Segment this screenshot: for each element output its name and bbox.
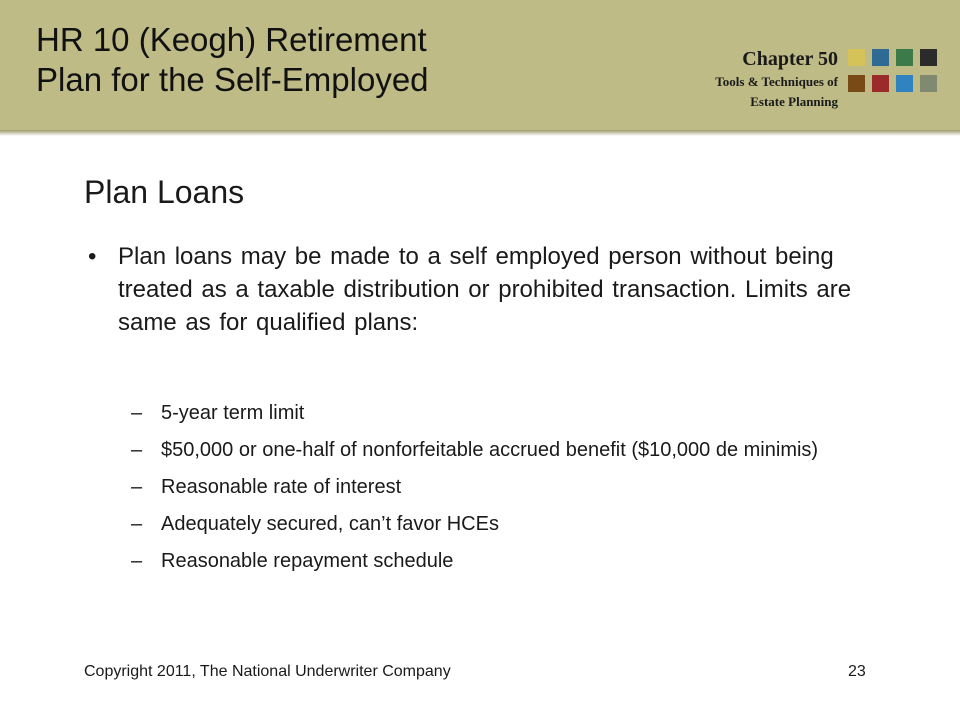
sub-bullet-list	[131, 401, 831, 586]
main-bullet	[88, 240, 868, 339]
logo-square-3	[896, 49, 913, 66]
slide-heading: Plan Loans	[84, 174, 245, 210]
logo-square-6	[872, 75, 889, 92]
logo-square-7	[896, 75, 913, 92]
slide-title	[36, 20, 429, 100]
slide-title-line-2: Plan for the Self-Employed	[36, 61, 429, 98]
logo-square-8	[920, 75, 937, 92]
chapter-label: Chapter 50	[742, 48, 838, 70]
sub-bullet-item	[131, 401, 831, 426]
sub-bullet-marker: –	[131, 476, 143, 498]
sub-bullet-item	[131, 475, 831, 500]
page-number: 23	[848, 663, 866, 680]
book-subtitle-line-1: Tools & Techniques of	[715, 74, 838, 89]
sub-bullet-item	[131, 512, 831, 537]
sub-bullet-text: Adequately secured, can’t favor HCEs	[161, 513, 499, 535]
sub-bullet-marker: –	[131, 550, 143, 572]
logo-square-5	[848, 75, 865, 92]
sub-bullet-item	[131, 549, 831, 574]
sub-bullet-item	[131, 438, 831, 463]
sub-bullet-marker: –	[131, 513, 143, 535]
chapter-info	[715, 46, 838, 112]
logo-square-4	[920, 49, 937, 66]
sub-bullet-marker: –	[131, 402, 143, 424]
sub-bullet-text: 5-year term limit	[161, 402, 305, 424]
header-shadow	[0, 130, 960, 136]
sub-bullet-marker: –	[131, 439, 143, 461]
logo-square-1	[848, 49, 865, 66]
logo-square-2	[872, 49, 889, 66]
bullet-marker: •	[88, 243, 97, 270]
sub-bullet-text: Reasonable rate of interest	[161, 476, 402, 498]
bullet-text: Plan loans may be made to a self employed person without being treated as a taxable distribution or prohibited transaction. Limits are same as for qualified plans:	[118, 243, 852, 336]
slide-title-line-1: HR 10 (Keogh) Retirement	[36, 21, 427, 58]
sub-bullet-text: $50,000 or one-half of nonforfeitable accrued benefit ($10,000 de minimis)	[161, 439, 819, 461]
copyright-footer: Copyright 2011, The National Underwriter Company	[84, 663, 451, 680]
sub-bullet-text: Reasonable repayment schedule	[161, 550, 454, 572]
book-subtitle-line-2: Estate Planning	[750, 94, 838, 109]
